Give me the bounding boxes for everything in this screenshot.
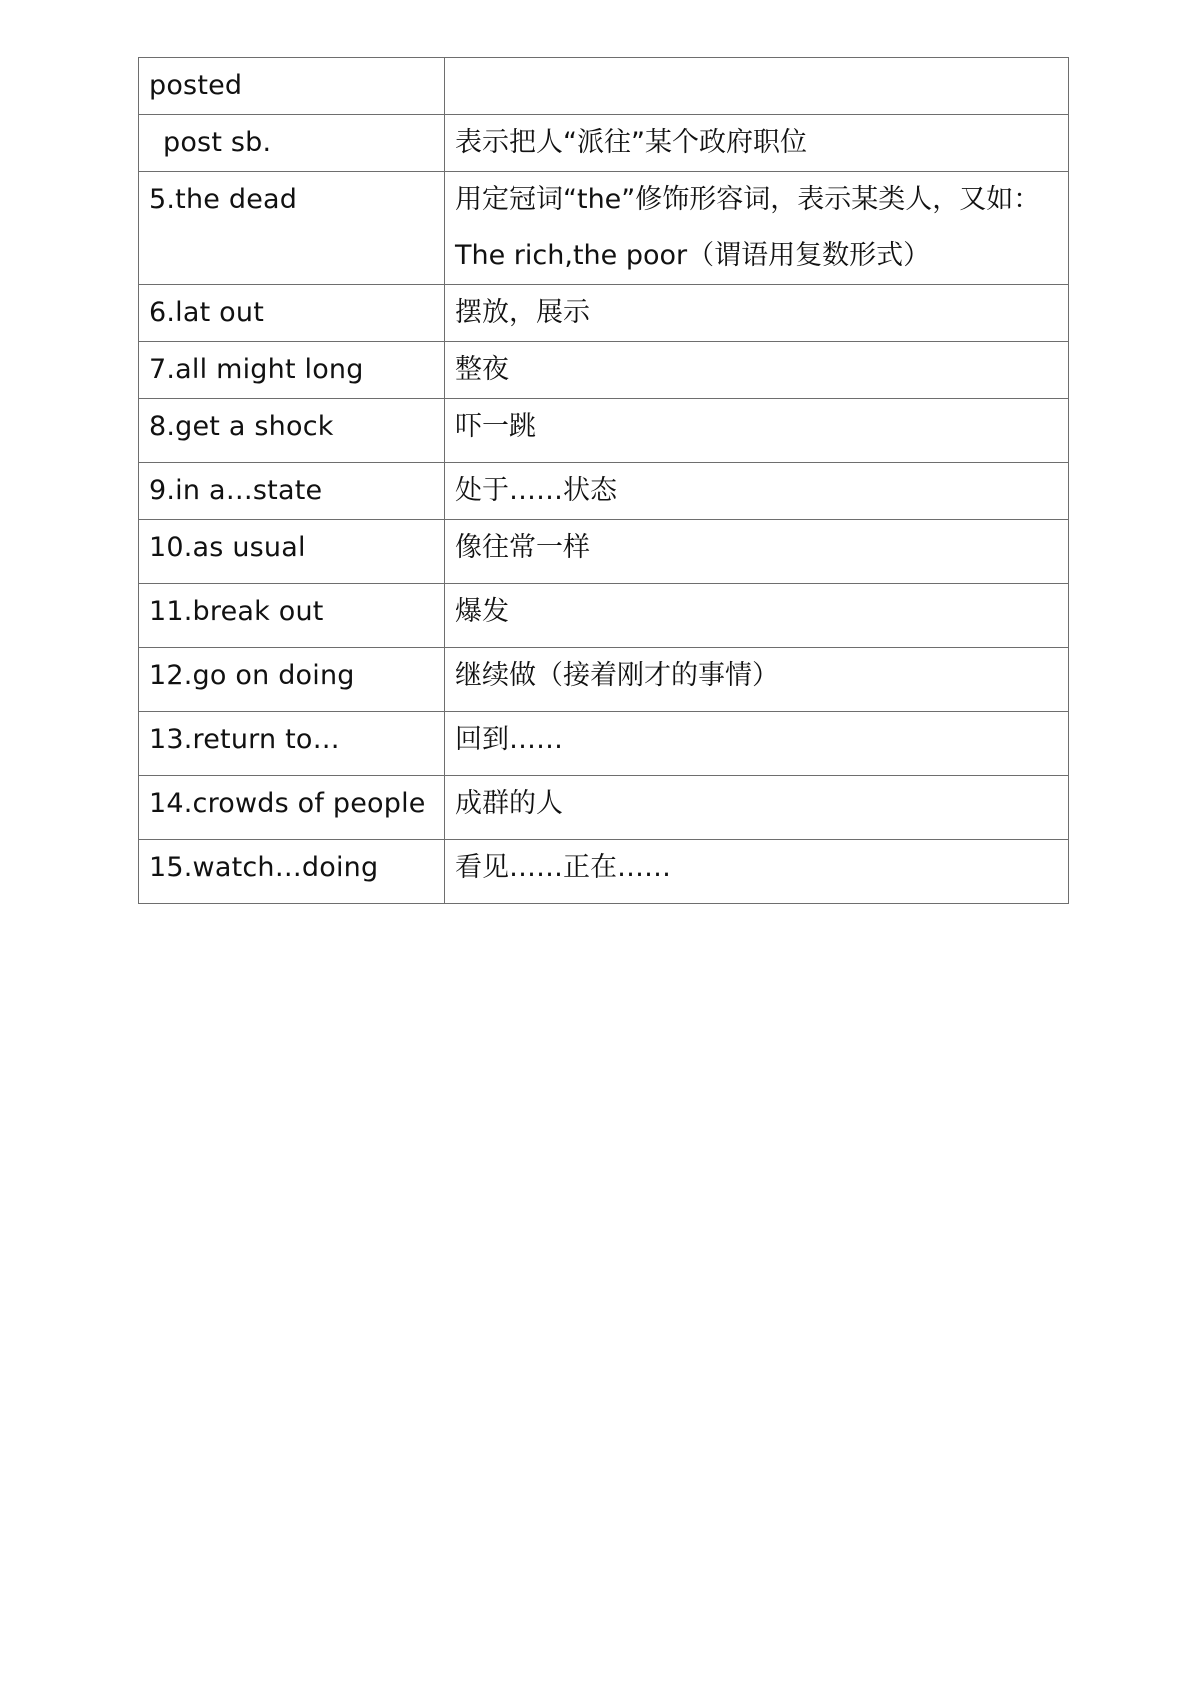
phrase-text: 13.return to…: [149, 724, 340, 755]
phrase-cell: [139, 285, 445, 342]
meaning-text: 表示把人“派往”某个政府职位: [455, 127, 807, 158]
phrase-cell: [139, 399, 445, 463]
meaning-text: 摆放，展示: [455, 297, 590, 328]
meaning-cell: [445, 520, 1069, 584]
phrase-cell: [139, 115, 445, 172]
phrase-cell: [139, 776, 445, 840]
meaning-cell: [445, 285, 1069, 342]
meaning-text: 处于……状态: [455, 475, 617, 506]
table-row: [139, 463, 1069, 520]
meaning-text: 吓一跳: [455, 411, 536, 442]
meaning-cell: [445, 840, 1069, 904]
phrase-text: 8.get a shock: [149, 411, 334, 442]
phrase-text: posted: [149, 70, 243, 101]
phrase-text: 11.break out: [149, 596, 324, 627]
table-row: [139, 399, 1069, 463]
meaning-text-continued: The rich,the poor（谓语用复数形式）: [455, 240, 931, 271]
meaning-text: 回到……: [455, 724, 563, 755]
meaning-text: 继续做（接着刚才的事情）: [455, 660, 779, 691]
meaning-text: 爆发: [455, 596, 509, 627]
phrase-cell: [139, 712, 445, 776]
table-row: [139, 712, 1069, 776]
vocabulary-table: [138, 57, 1069, 904]
phrase-text: 5.the dead: [149, 184, 298, 215]
table-row: [139, 584, 1069, 648]
meaning-text: 像往常一样: [455, 532, 590, 563]
phrase-text: 15.watch…doing: [149, 852, 379, 883]
phrase-cell: [139, 172, 445, 285]
table-row: [139, 342, 1069, 399]
meaning-cell: [445, 342, 1069, 399]
phrase-text: 7.all might long: [149, 354, 364, 385]
phrase-cell: [139, 342, 445, 399]
table-row: [139, 840, 1069, 904]
table-row: [139, 285, 1069, 342]
table-row: [139, 648, 1069, 712]
table-row: [139, 520, 1069, 584]
meaning-cell: [445, 584, 1069, 648]
table-row: [139, 115, 1069, 172]
meaning-cell: [445, 648, 1069, 712]
meaning-cell: [445, 776, 1069, 840]
table-row: [139, 58, 1069, 115]
meaning-cell: [445, 712, 1069, 776]
meaning-cell: [445, 399, 1069, 463]
meaning-text: 整夜: [455, 354, 509, 385]
meaning-cell: [445, 463, 1069, 520]
phrase-text: post sb.: [163, 127, 272, 158]
meaning-cell: [445, 172, 1069, 285]
phrase-text: 9.in a…state: [149, 475, 323, 506]
phrase-cell: [139, 648, 445, 712]
meaning-text: 成群的人: [455, 788, 563, 819]
phrase-text: 6.lat out: [149, 297, 264, 328]
phrase-text: 10.as usual: [149, 532, 306, 563]
phrase-cell: [139, 463, 445, 520]
phrase-text: 14.crowds of people: [149, 788, 426, 819]
meaning-cell: [445, 58, 1069, 115]
phrase-cell: [139, 58, 445, 115]
phrase-cell: [139, 840, 445, 904]
phrase-text: 12.go on doing: [149, 660, 355, 691]
phrase-cell: [139, 584, 445, 648]
meaning-text: 看见……正在……: [455, 852, 671, 883]
table-row: [139, 776, 1069, 840]
meaning-cell: [445, 115, 1069, 172]
table-row: [139, 172, 1069, 285]
meaning-text: 用定冠词“the”修饰形容词，表示某类人，又如：: [455, 184, 1041, 215]
phrase-cell: [139, 520, 445, 584]
